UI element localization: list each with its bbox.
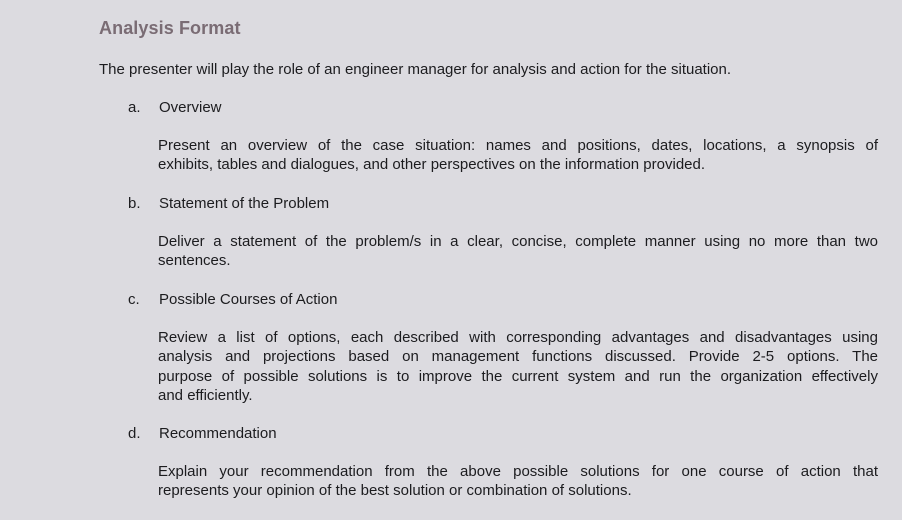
item-c-line-3: purpose of possible solutions is to improve the current system and run the organization effectively: [158, 367, 878, 385]
item-b-body: [158, 232, 878, 271]
item-a-line-1: Present an overview of the case situation: names and positions, dates, locations, a synopsis of: [158, 137, 878, 154]
item-c-letter: c.: [128, 291, 140, 308]
item-b-line-1: Deliver a statement of the problem/s in a clear, concise, complete manner using no more than two: [158, 233, 878, 250]
intro-paragraph: The presenter will play the role of an engineer manager for analysis and action for the situation.: [99, 61, 732, 78]
bottom-fade: [0, 506, 902, 520]
item-d-letter: d.: [128, 425, 141, 442]
item-a-title: Overview: [159, 99, 222, 116]
item-c-line-1: Review a list of options, each described with corresponding advantages and disadvantages using: [158, 329, 878, 346]
item-a-body: [158, 136, 878, 175]
item-b-title: Statement of the Problem: [159, 195, 330, 212]
item-c-body: [158, 328, 878, 405]
item-b-letter: b.: [128, 195, 141, 212]
item-c-line-4: and efficiently.: [158, 386, 253, 404]
section-heading: Analysis Format: [99, 18, 241, 38]
item-d-line-2: represents your opinion of the best solution or combination of solutions.: [158, 482, 632, 500]
item-d-line-1: Explain your recommendation from the above possible solutions for one course of action that: [158, 463, 878, 480]
item-c-title: Possible Courses of Action: [159, 291, 338, 308]
item-d-body: [158, 462, 878, 501]
item-a-line-2: exhibits, tables and dialogues, and other perspectives on the information provided.: [158, 156, 706, 174]
item-b-line-2: sentences.: [158, 252, 231, 270]
item-a-letter: a.: [128, 99, 141, 116]
item-c-line-2: analysis and projections based on management functions discussed. Provide 2-5 options. The: [158, 348, 878, 366]
item-d-title: Recommendation: [159, 425, 277, 442]
